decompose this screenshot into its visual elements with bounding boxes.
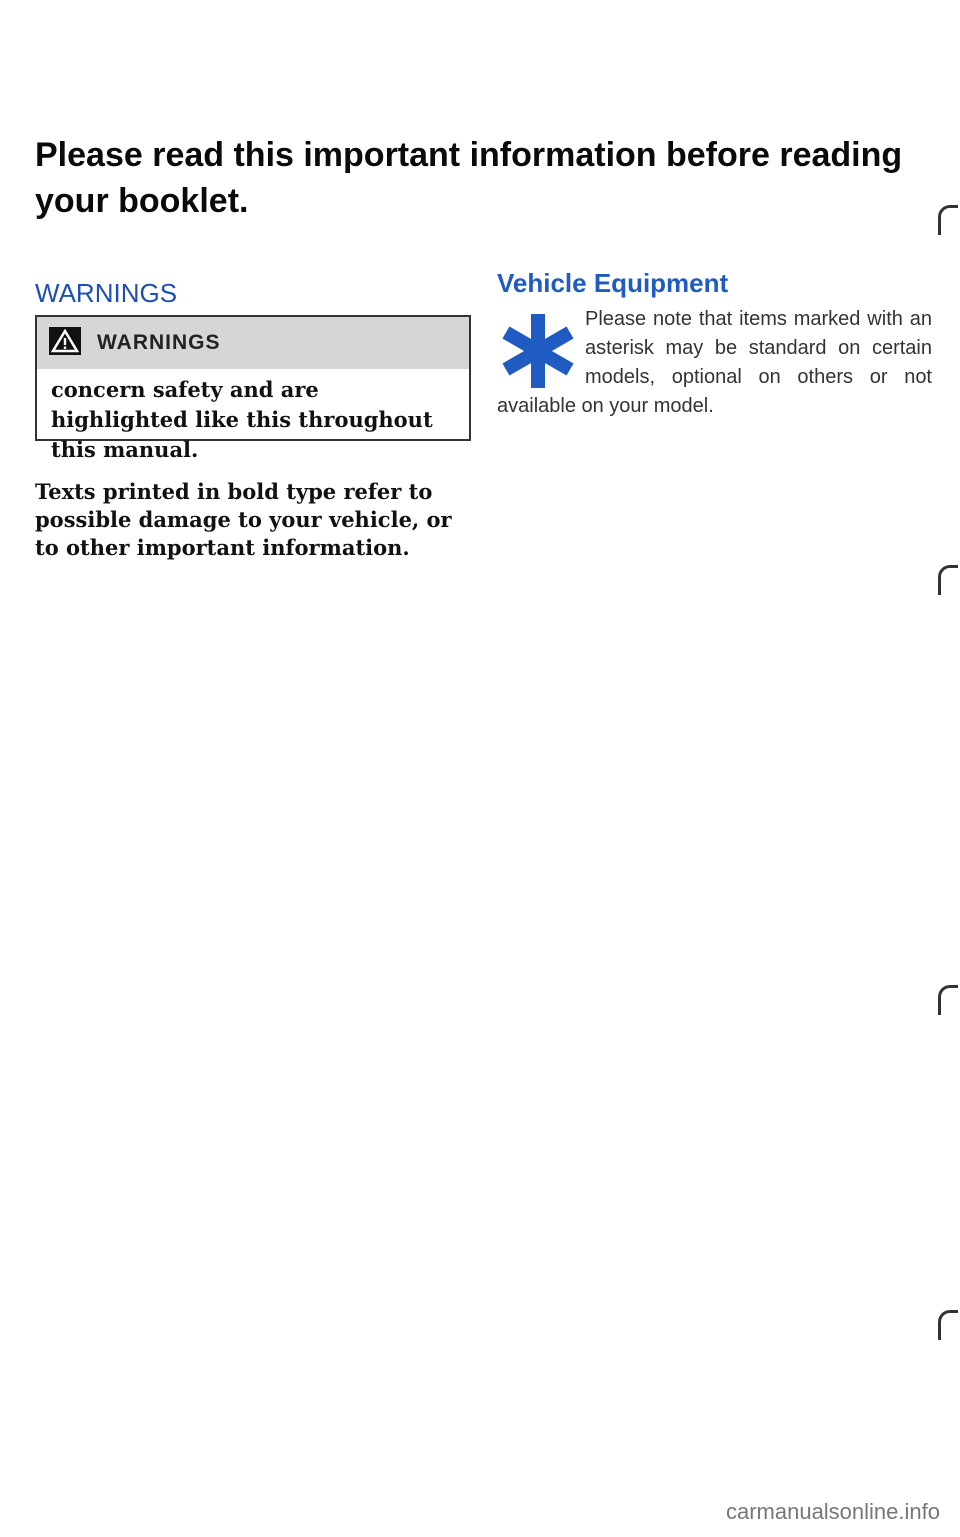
vehicle-equipment-body: Please note that items marked with an asterisk may be standard on certain models, optional on others or not available on your model.	[497, 308, 932, 417]
warnings-box-header	[37, 317, 469, 369]
page-title: Please read this important information before reading your booklet.	[35, 136, 903, 220]
page-edge-mark	[938, 565, 958, 595]
warnings-box-label: WARNINGS	[97, 331, 221, 354]
watermark: carmanualsonline.info	[725, 1499, 940, 1524]
warnings-box-text: concern safety and are highlighted like this throughout this manual.	[51, 377, 433, 462]
page-edge-mark	[938, 205, 958, 235]
warnings-heading: WARNINGS	[35, 278, 178, 308]
page-edge-mark	[938, 985, 958, 1015]
asterisk-icon	[502, 312, 574, 390]
warnings-box	[35, 315, 471, 462]
bold-type-note: Texts printed in bold type refer to possible damage to your vehicle, or to other important information.	[35, 479, 452, 560]
warning-triangle-icon	[49, 327, 81, 360]
page-edge-mark	[938, 1310, 958, 1340]
vehicle-equipment-heading: Vehicle Equipment	[497, 268, 729, 298]
